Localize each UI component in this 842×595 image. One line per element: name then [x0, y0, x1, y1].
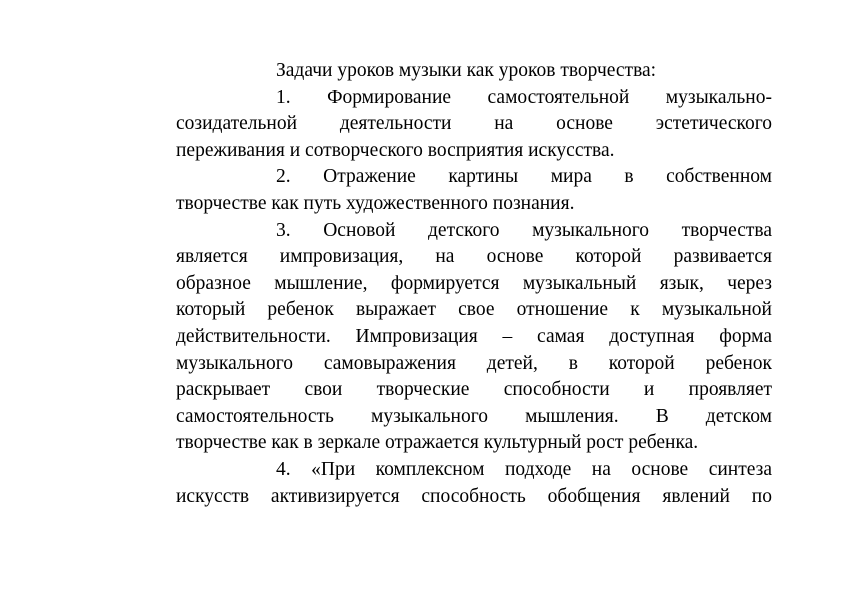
item-4-line-1: 4. «При комплексном подходе на основе синтеза — [276, 458, 772, 480]
item-1-line-2: созидательной деятельности на основе эстетического — [176, 113, 772, 135]
item-3-line-1: 3. Основой детского музыкального творчества — [276, 219, 772, 241]
item-3-line-5: действительности. Импровизация – самая доступная форма — [176, 325, 772, 347]
item-3-line-4: который ребенок выражает свое отношение к музыкальной — [176, 299, 772, 321]
item-1-line-3: переживания и сотворческого восприятия искусства. — [176, 139, 615, 161]
item-2-line-1: 2. Отражение картины мира в собственном — [276, 166, 772, 188]
item-3-line-8: самостоятельность музыкального мышления. В детском — [176, 405, 772, 427]
item-3-line-6: музыкального самовыражения детей, в которой ребенок — [176, 352, 772, 374]
item-3-line-9: творчестве как в зеркале отражается культурный рост ребенка. — [176, 432, 699, 454]
heading: Задачи уроков музыки как уроков творчества: — [276, 60, 657, 81]
item-3-line-7: раскрывает свои творческие способности и проявляет — [176, 379, 772, 401]
item-1-line-1: 1. Формирование самостоятельной музыкально- — [276, 86, 772, 108]
item-3-line-3: образное мышление, формируется музыкальный язык, через — [176, 272, 772, 294]
document-text — [176, 58, 772, 510]
item-2-line-2: творчестве как путь художественного познания. — [176, 192, 575, 214]
item-3-line-2: является импровизация, на основе которой развивается — [176, 246, 772, 268]
item-4-line-2: искусств активизируется способность обобщения явлений по — [176, 485, 772, 507]
